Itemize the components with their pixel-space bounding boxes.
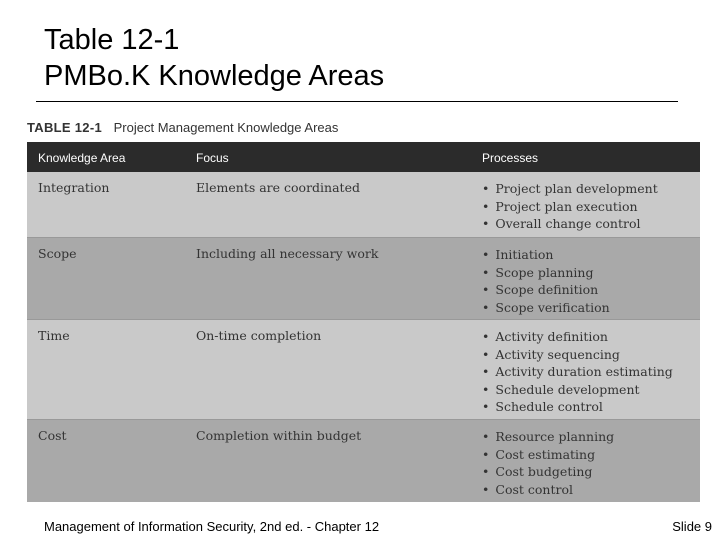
- table-row-integration: [27, 172, 700, 238]
- process-item: • Schedule control: [482, 398, 673, 416]
- process-item: • Scope planning: [482, 264, 610, 282]
- footer-slide-number: Slide 9: [672, 519, 712, 534]
- slide-title: [44, 22, 384, 94]
- cell-processes: [482, 428, 614, 498]
- cell-focus: Including all necessary work: [196, 246, 379, 261]
- header-knowledge-area: Knowledge Area: [38, 151, 126, 165]
- process-item: • Activity sequencing: [482, 346, 673, 364]
- header-focus: Focus: [196, 151, 229, 165]
- slide-title-line-2: PMBo.K Knowledge Areas: [44, 60, 385, 92]
- cell-processes: [482, 246, 610, 316]
- process-item: • Initiation: [482, 246, 610, 264]
- cell-area: Time: [38, 328, 70, 343]
- process-item: • Cost budgeting: [482, 463, 614, 481]
- table-caption-title: Project Management Knowledge Areas: [113, 120, 339, 135]
- table-header: [27, 142, 700, 172]
- cell-area: Integration: [38, 180, 110, 195]
- table-caption-number: TABLE 12-1: [27, 120, 102, 135]
- table-row-time: [27, 320, 700, 420]
- cell-focus: On-time completion: [196, 328, 322, 343]
- cell-area: Scope: [38, 246, 77, 261]
- table-row-cost: [27, 420, 700, 502]
- cell-focus: Elements are coordinated: [196, 180, 360, 195]
- process-item: • Cost estimating: [482, 446, 614, 464]
- cell-processes: [482, 180, 658, 233]
- process-item: • Schedule development: [482, 381, 673, 399]
- process-item: • Resource planning: [482, 428, 614, 446]
- title-divider: [36, 101, 678, 102]
- table-row-scope: [27, 238, 700, 320]
- cell-processes: [482, 328, 673, 416]
- process-item: • Overall change control: [482, 215, 658, 233]
- process-item: • Project plan development: [482, 180, 658, 198]
- process-item: • Scope definition: [482, 281, 610, 299]
- header-processes: Processes: [482, 151, 539, 165]
- slide-title-line-1: Table 12-1: [44, 24, 180, 56]
- footer-course-title: Management of Information Security, 2nd ed. - Chapter 12: [44, 519, 380, 534]
- knowledge-areas-table: [27, 142, 700, 502]
- table-caption: [27, 120, 338, 135]
- process-item: • Project plan execution: [482, 198, 658, 216]
- process-item: • Activity duration estimating: [482, 363, 673, 381]
- process-item: • Activity definition: [482, 328, 673, 346]
- cell-focus: Completion within budget: [196, 428, 362, 443]
- process-item: • Scope verification: [482, 299, 610, 317]
- process-item: • Cost control: [482, 481, 614, 499]
- cell-area: Cost: [38, 428, 67, 443]
